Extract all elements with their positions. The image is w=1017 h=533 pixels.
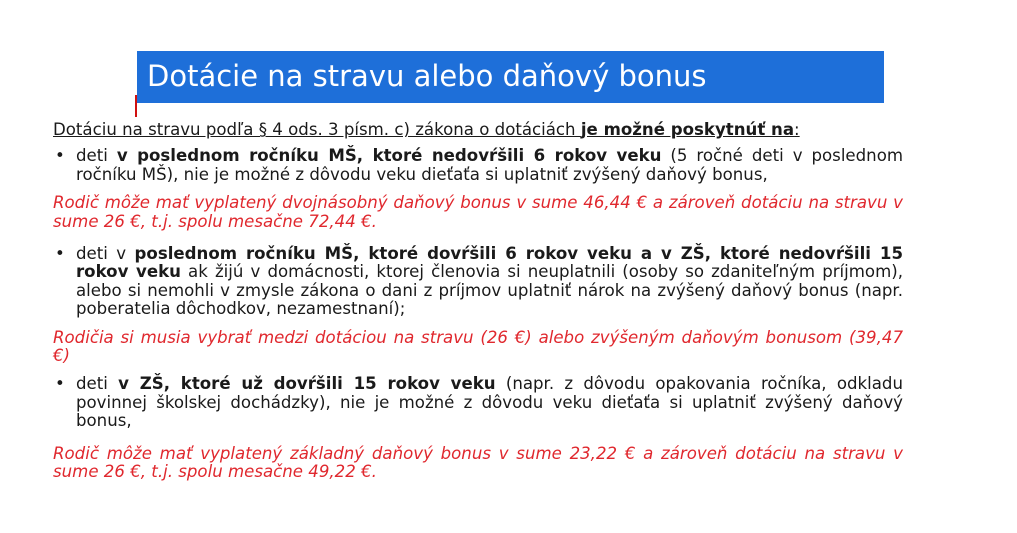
note-1: Rodič môže mať vyplatený dvojnásobný daňový bonus v sume 46,44 € a zároveň dotáciu na stravu v sume 26 €, t.j. spolu mesačne 72,44 €. xyxy=(53,193,903,231)
title-accent-mark xyxy=(135,95,137,117)
bullet-3-post: (napr. z dôvodu opakovania ročníka, odkladu povinnej školskej dochádzky), nie je možné z dôvodu veku dieťaťa si uplatniť zvýšený daňový bonus, xyxy=(76,374,903,431)
intro-text: Dotáciu na stravu podľa § 4 ods. 3 písm. c) zákona o dotáciách xyxy=(53,120,581,139)
bullet-2-pre: deti v xyxy=(76,244,135,264)
bullet-1-post: (5 ročné deti v poslednom ročníku MŠ), nie je možné z dôvodu veku dieťaťa si uplatniť zvýšený daňový bonus, xyxy=(76,146,904,184)
note-2: Rodičia si musia vybrať medzi dotáciou na stravu (26 €) alebo zvýšeným daňovým bonusom (39,47 €) xyxy=(53,327,903,366)
bullet-item-1 xyxy=(53,147,903,184)
bullet-2-post: ak žijú v domácnosti, ktorej členovia si neuplatnili (osoby so zdaniteľným príjmom), alebo si nemohli v zmysle zákona o dani z príjmov uplatniť nárok na zvýšený daňový bonus (napr. poberatelia dôchodkov, nezamestnaní); xyxy=(76,262,904,319)
bullet-dot: • xyxy=(55,244,65,264)
bullet-item-2 xyxy=(53,245,903,319)
bullet-3-pre: deti xyxy=(76,374,119,394)
bullet-dot: • xyxy=(55,146,65,166)
bullet-2-bold: poslednom ročníku MŠ, ktoré dovŕšili 6 rokov veku a v ZŠ, ktoré nedovŕšili 15 rokov veku xyxy=(76,244,904,282)
note-3: Rodič môže mať vyplatený základný daňový bonus v sume 23,22 € a zároveň dotáciu na stravu v sume 26 €, t.j. spolu mesačne 49,22 €. xyxy=(53,443,903,482)
slide-title: Dotácie na stravu alebo daňový bonus xyxy=(147,59,707,93)
bullet-3-bold: v ZŠ, ktoré už dovŕšili 15 rokov veku xyxy=(118,374,496,394)
slide-content xyxy=(53,121,903,482)
bullet-1-bold: v poslednom ročníku MŠ, ktoré nedovŕšili 6 rokov veku xyxy=(116,146,662,166)
bullet-1-pre: deti xyxy=(76,146,117,166)
bullet-dot: • xyxy=(55,374,65,394)
intro-line xyxy=(53,121,903,139)
intro-tail: : xyxy=(794,120,800,139)
bullet-item-3 xyxy=(53,375,903,430)
intro-bold: je možné poskytnúť na xyxy=(580,120,795,139)
